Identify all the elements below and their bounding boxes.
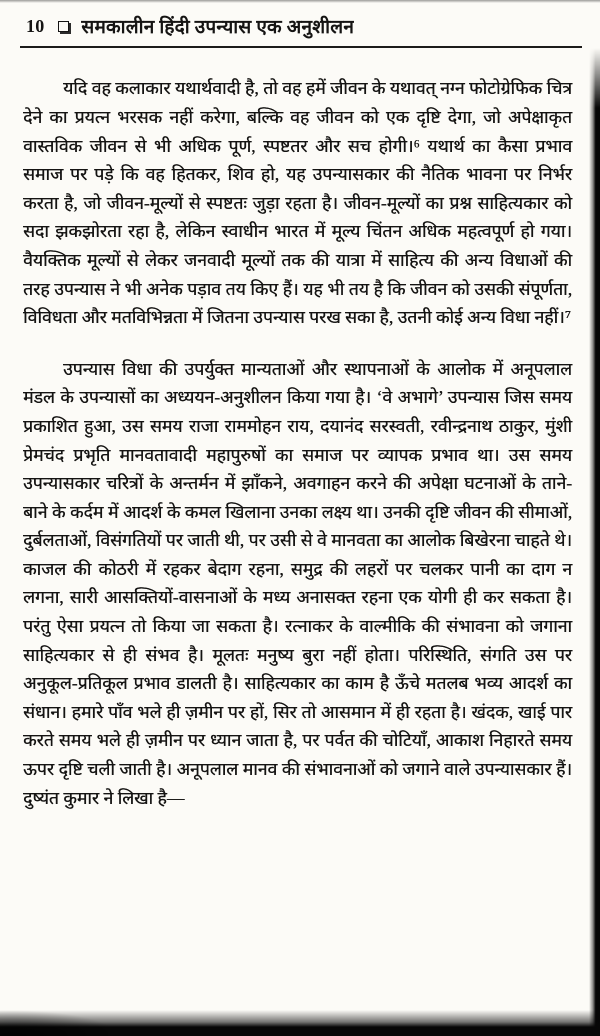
- page-body: [0, 48, 600, 812]
- running-title: समकालीन हिंदी उपन्यास एक अनुशीलन: [81, 17, 355, 38]
- running-header: [0, 0, 600, 39]
- paragraph: यदि वह कलाकार यथार्थवादी है, तो वह हमें जीवन के यथावत् नग्न फोटोग्रेफिक चित्र देने का प्रयत्न भरसक नहीं करेगा, बल्कि वह जीवन को एक दृष्टि देगा, जो अपेक्षाकृत वास्तविक जीवन से भी अधिक पूर्ण, स्पष्टतर और सच होगी।⁶ यथार्थ का कैसा प्रभाव समाज पर पड़े कि वह हितकर, शिव हो, यह उपन्यासकार की नैतिक भावना पर निर्भर करता है, जो जीवन-मूल्यों से स्पष्टतः जुड़ा रहता है। जीवन-मूल्यों का प्रश्न साहित्यकार को सदा झकझोरता रहा है, लेकिन स्वाधीन भारत में मूल्य चिंतन अधिक महत्वपूर्ण हो गया। वैयक्तिक मूल्यों से लेकर जनवादी मूल्यों तक की यात्रा में साहित्य की अन्य विधाओं की तरह उपन्यास ने भी अनेक पड़ाव तय किए हैं। यह भी तय है कि जीवन को उसकी संपूर्णता, विविधता और मतविभिन्नता में जितना उपन्यास परख सका है, उतनी कोई अन्य विधा नहीं।⁷: [23, 78, 572, 328]
- square-bullet-icon: [58, 21, 69, 32]
- scan-edge-bottom: [0, 1010, 600, 1036]
- page-number: 10: [26, 15, 45, 36]
- paragraph: उपन्यास विधा की उपर्युक्त मान्यताओं और स्थापनाओं के आलोक में अनूपलाल मंडल के उपन्यासों का अध्ययन-अनुशीलन किया गया है। ‘वे अभागे’ उपन्यास जिस समय प्रकाशित हुआ, उस समय राजा राममोहन राय, दयानंद सरस्वती, रवीन्द्रनाथ ठाकुर, मुंशी प्रेमचंद प्रभृति मानवतावादी महापुरुषों का समाज पर व्यापक प्रभाव था। उस समय उपन्यासकार चरित्रों के अन्तर्मन में झाँकने, अवगाहन करने की अपेक्षा घटनाओं के ताने-बाने के कर्दम में आदर्श के कमल खिलाना उनका लक्ष्य था। उनकी दृष्टि जीवन की सीमाओं, दुर्बलताओं, विसंगतियों पर जाती थी, पर उसी से वे मानवता का आलोक बिखेरना चाहते थे। काजल की कोठरी में रहकर बेदाग रहना, समुद्र की लहरों पर चलकर पानी का दाग न लगना, सारी आसक्तियों-वासनाओं के मध्य अनासक्त रहना एक योगी ही कर सकता है। परंतु ऐसा प्रयत्न तो किया जा सकता है। रत्नाकर के वाल्मीकि की संभावना को जगाना साहित्यकार से ही संभव है। मूलतः मनुष्य बुरा नहीं होता। परिस्थिति, संगति उस पर अनुकूल-प्रतिकूल प्रभाव डालती है। साहित्यकार का काम है ऊँचे मतलब भव्य आदर्श का संधान। हमारे पाँव भले ही ज़मीन पर हों, सिर तो आसमान में ही रहता है। खंदक, खाई पार करते समय भले ही ज़मीन पर ध्यान जाता है, पर पर्वत की चोटियाँ, आकाश निहारते समय ऊपर दृष्टि चली जाती है। अनूपलाल मानव की संभावनाओं को जगाने वाले उपन्यासकार हैं। दुष्यंत कुमार ने लिखा है—: [23, 358, 572, 808]
